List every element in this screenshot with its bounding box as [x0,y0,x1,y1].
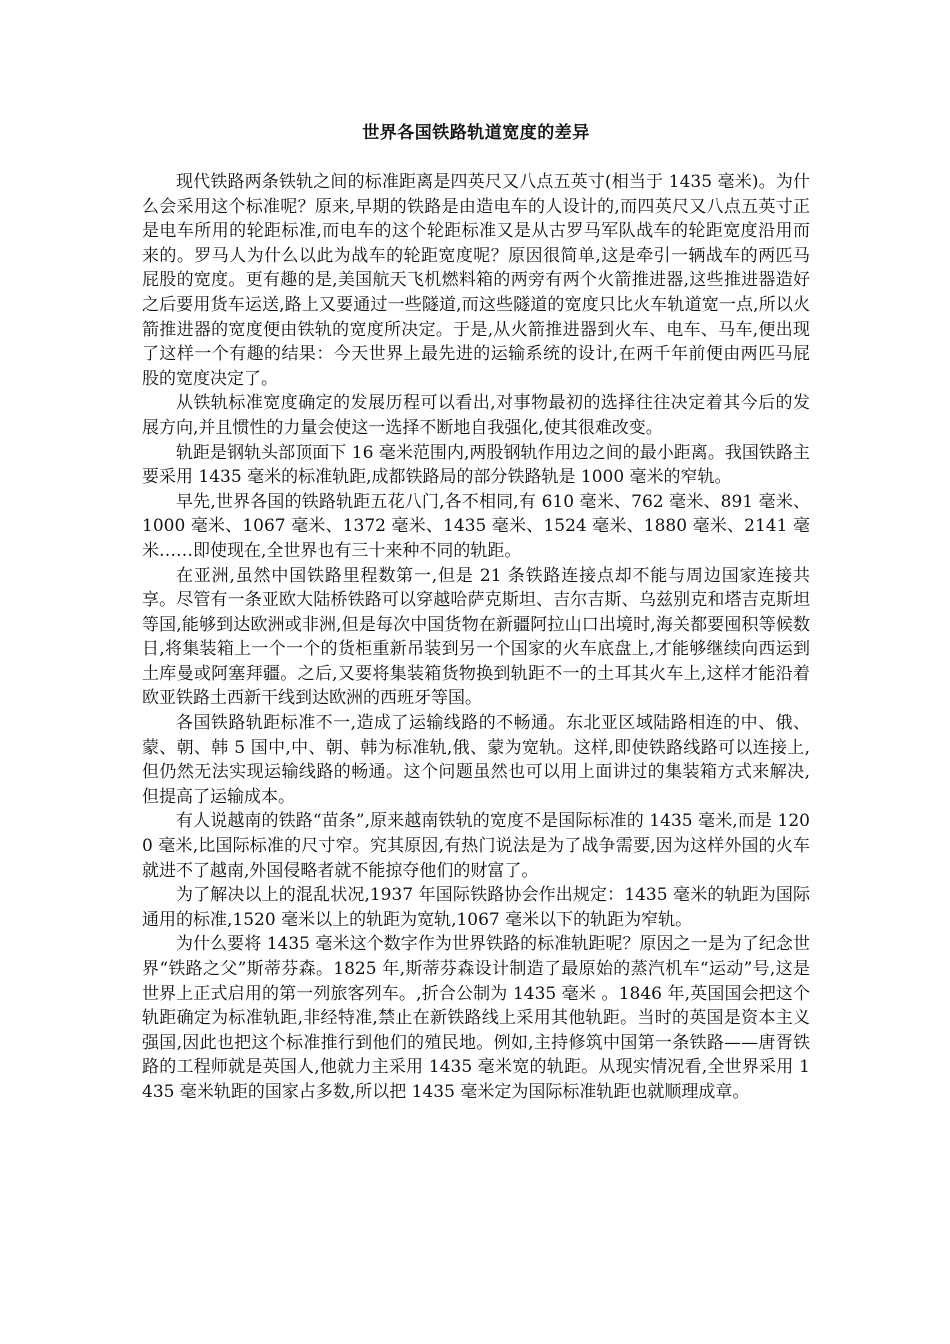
paragraph-4: 早先,世界各国的铁路轨距五花八门,各不相同,有 610 毫米、762 毫米、891 毫米、1000 毫米、1067 毫米、1372 毫米、1435 毫米、1524 毫米、1880 毫米、2141 毫米……即使现在,全世界也有三十来种不同的轨距。 [142,491,810,561]
paragraph-5: 在亚洲,虽然中国铁路里程数第一,但是 21 条铁路连接点却不能与周边国家连接共享。尽管有一条亚欧大陆桥铁路可以穿越哈萨克斯坦、吉尔吉斯、乌兹别克和塔吉克斯坦等国,能够到达欧洲或非洲,但是每次中国货物在新疆阿拉山口出境时,海关都要囤积等候数日,将集装箱上一个一个的货柜重新吊装到另一个国家的火车底盘上,才能够继续向西运到土库曼或阿塞拜疆。之后,又要将集装箱货物换到轨距不一的土耳其火车上,这样才能沿着欧亚铁路土西新干线到达欧洲的西班牙等国。 [142,565,810,709]
paragraph-2: 从铁轨标准宽度确定的发展历程可以看出,对事物最初的选择往往决定着其今后的发展方向,并且惯性的力量会使这一选择不断地自我强化,使其很难改变。 [142,393,810,438]
paragraph-1: 现代铁路两条铁轨之间的标准距离是四英尺又八点五英寸(相当于 1435 毫米)。为什么会采用这个标准呢？原来,早期的铁路是由造电车的人设计的,而四英尺又八点五英寸正是电车所用的轮距标准,而电车的这个轮距标准又是从古罗马军队战车的轮距宽度沿用而来的。罗马人为什么以此为战车的轮距宽度呢？原因很简单,这是牵引一辆战车的两匹马屁股的宽度。更有趣的是,美国航天飞机燃料箱的两旁有两个火箭推进器,这些推进器造好之后要用货车运送,路上又要通过一些隧道,而这些隧道的宽度只比火车轨道宽一点,所以火箭推进器的宽度便由铁轨的宽度所决定。于是,从火箭推进器到火车、电车、马车,便出现了这样一个有趣的结果：今天世界上最先进的运输系统的设计,在两千年前便由两匹马屁股的宽度决定了。 [142,172,810,389]
document-title: 世界各国铁路轨道宽度的差异 [362,123,590,143]
paragraph-7: 有人说越南的铁路“苗条”,原来越南铁轨的宽度不是国际标准的 1435 毫米,而是 1200 毫米,比国际标准的尺寸窄。究其原因,有热门说法是为了战争需要,因为这样外国的火车就进不了越南,外国侵略者就不能掠夺他们的财富了。 [142,811,810,881]
paragraph-9: 为什么要将 1435 毫米这个数字作为世界铁路的标准轨距呢？原因之一是为了纪念世界“铁路之父”斯蒂芬森。1825 年,斯蒂芬森设计制造了最原始的蒸汽机车“运动”号,这是世界上正式启用的第一列旅客列车。,折合公制为 1435 毫米 。1846 年,英国国会把这个轨距确定为标准轨距,非经特准,禁止在新铁路线上采用其他轨距。当时的英国是资本主义强国,因此也把这个标准推行到他们的殖民地。例如,主持修筑中国第一条铁路——唐胥铁路的工程师就是英国人,他就力主采用 1435 毫米宽的轨距。从现实情况看,全世界采用 1435 毫米轨距的国家占多数,所以把 1435 毫米定为国际标准轨距也就顺理成章。 [142,934,810,1102]
document-page [142,120,810,1105]
paragraph-3: 轨距是钢轨头部顶面下 16 毫米范围内,两股钢轨作用边之间的最小距离。我国铁路主要采用 1435 毫米的标准轨距,成都铁路局的部分铁路轨是 1000 毫米的窄轨。 [142,442,810,488]
paragraph-8: 为了解决以上的混乱状况,1937 年国际铁路协会作出规定：1435 毫米的轨距为国际通用的标准,1520 毫米以上的轨距为宽轨,1067 毫米以下的轨距为窄轨。 [142,885,810,930]
paragraph-6: 各国铁路轨距标准不一,造成了运输线路的不畅通。东北亚区域陆路相连的中、俄、蒙、朝、韩 5 国中,中、朝、韩为标准轨,俄、蒙为宽轨。这样,即使铁路线路可以连接上,但仍然无法实现运输线路的畅通。这个问题虽然也可以用上面讲过的集装箱方式来解决,但提高了运输成本。 [142,713,810,807]
